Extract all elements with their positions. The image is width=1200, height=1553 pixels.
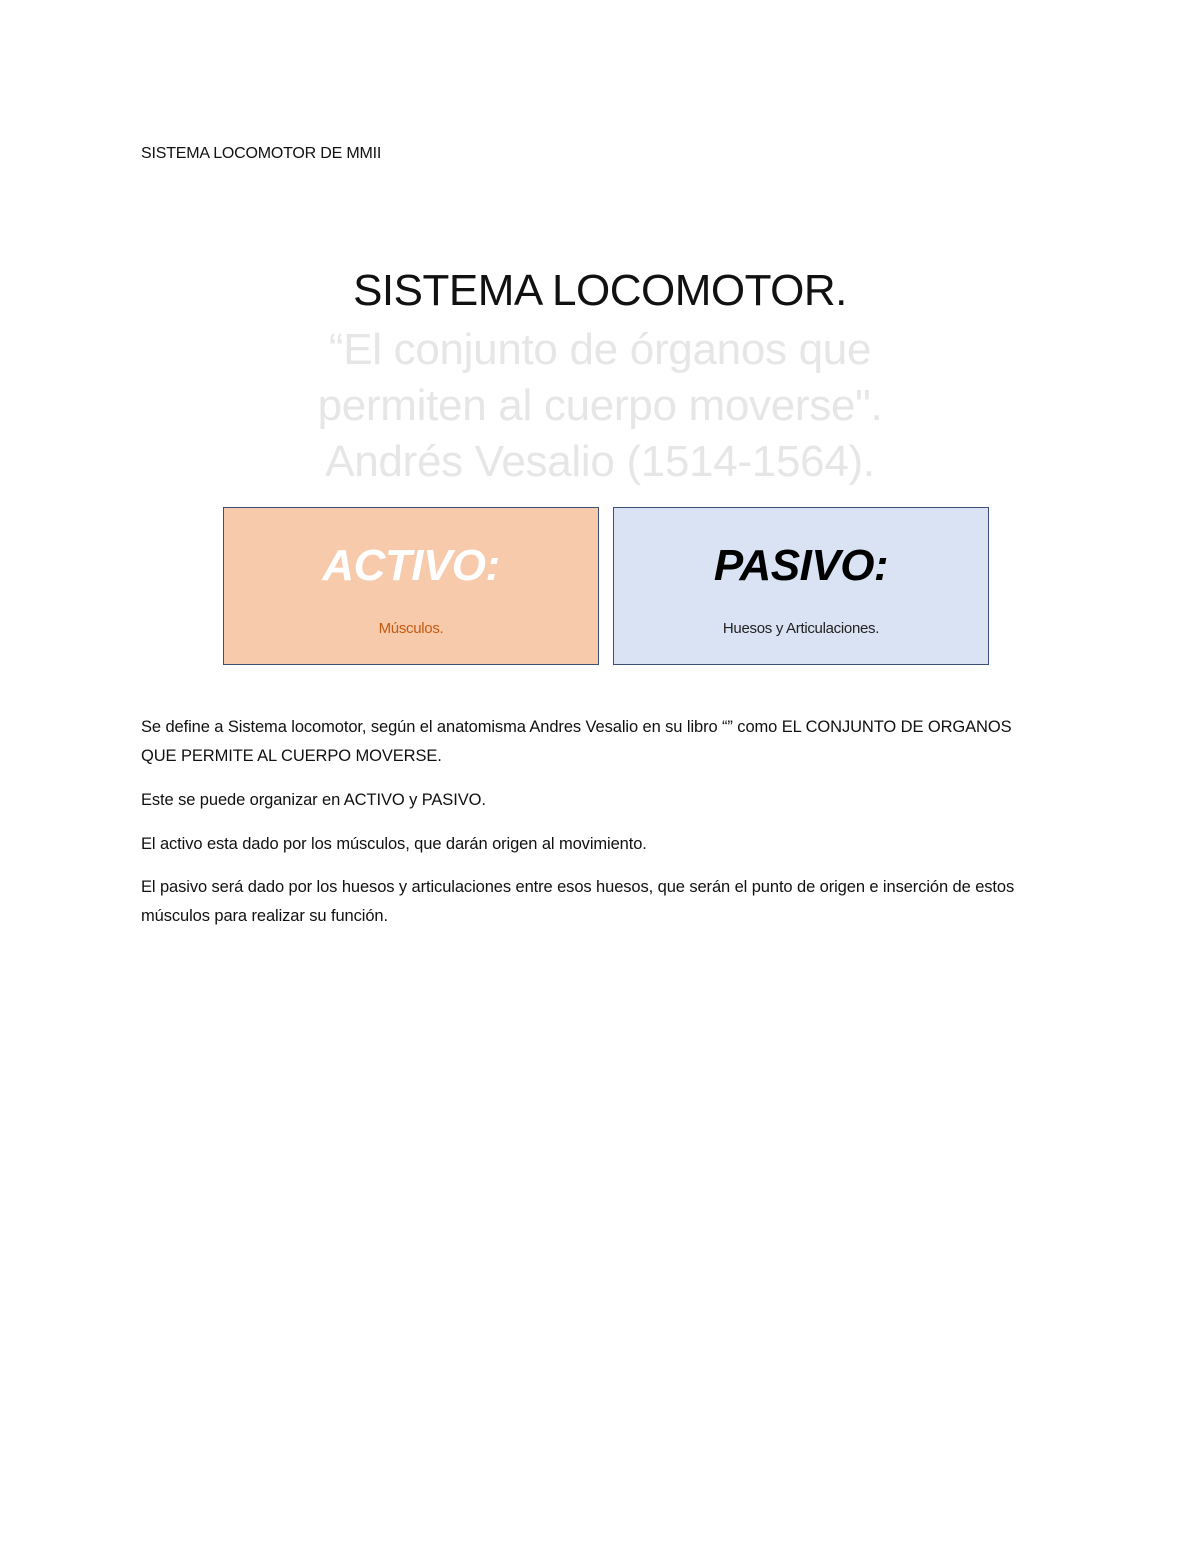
pasivo-subtitle: Huesos y Articulaciones. xyxy=(722,620,880,637)
hero-quote-line: “El conjunto de órganos que xyxy=(328,325,872,374)
activo-box xyxy=(223,507,599,665)
body-paragraph xyxy=(141,830,1046,859)
paragraph-activo: El activo esta dado por los músculos, que darán origen al movimiento. xyxy=(141,835,647,853)
hero-title: SISTEMA LOCOMOTOR. xyxy=(353,266,847,315)
activo-heading: ACTIVO: xyxy=(322,541,500,590)
paragraph-definition: Se define a Sistema locomotor, según el anatomisma Andres Vesalio en su libro “” como EL CONJUNTO DE ORGANOS QUE PERMITE AL CUERPO MOVERSE. xyxy=(141,718,1012,765)
body-paragraph xyxy=(141,786,1046,815)
activo-subtitle: Músculos. xyxy=(378,620,444,637)
pasivo-heading: PASIVO: xyxy=(713,541,889,590)
body-paragraph xyxy=(141,713,1046,771)
document-header: SISTEMA LOCOMOTOR DE MMII xyxy=(141,145,382,162)
paragraph-organization: Este se puede organizar en ACTIVO y PASIVO. xyxy=(141,791,486,809)
paragraph-pasivo: El pasivo será dado por los huesos y articulaciones entre esos huesos, que serán el punto de origen e inserción de estos músculos para realizar su función. xyxy=(141,878,1015,925)
pasivo-box xyxy=(613,507,989,665)
hero-quote-line: permiten al cuerpo moverse". xyxy=(317,381,883,430)
hero-quote-line: Andrés Vesalio (1514-1564). xyxy=(325,437,875,486)
hero-quote xyxy=(200,322,1000,490)
body-paragraph xyxy=(141,873,1046,931)
